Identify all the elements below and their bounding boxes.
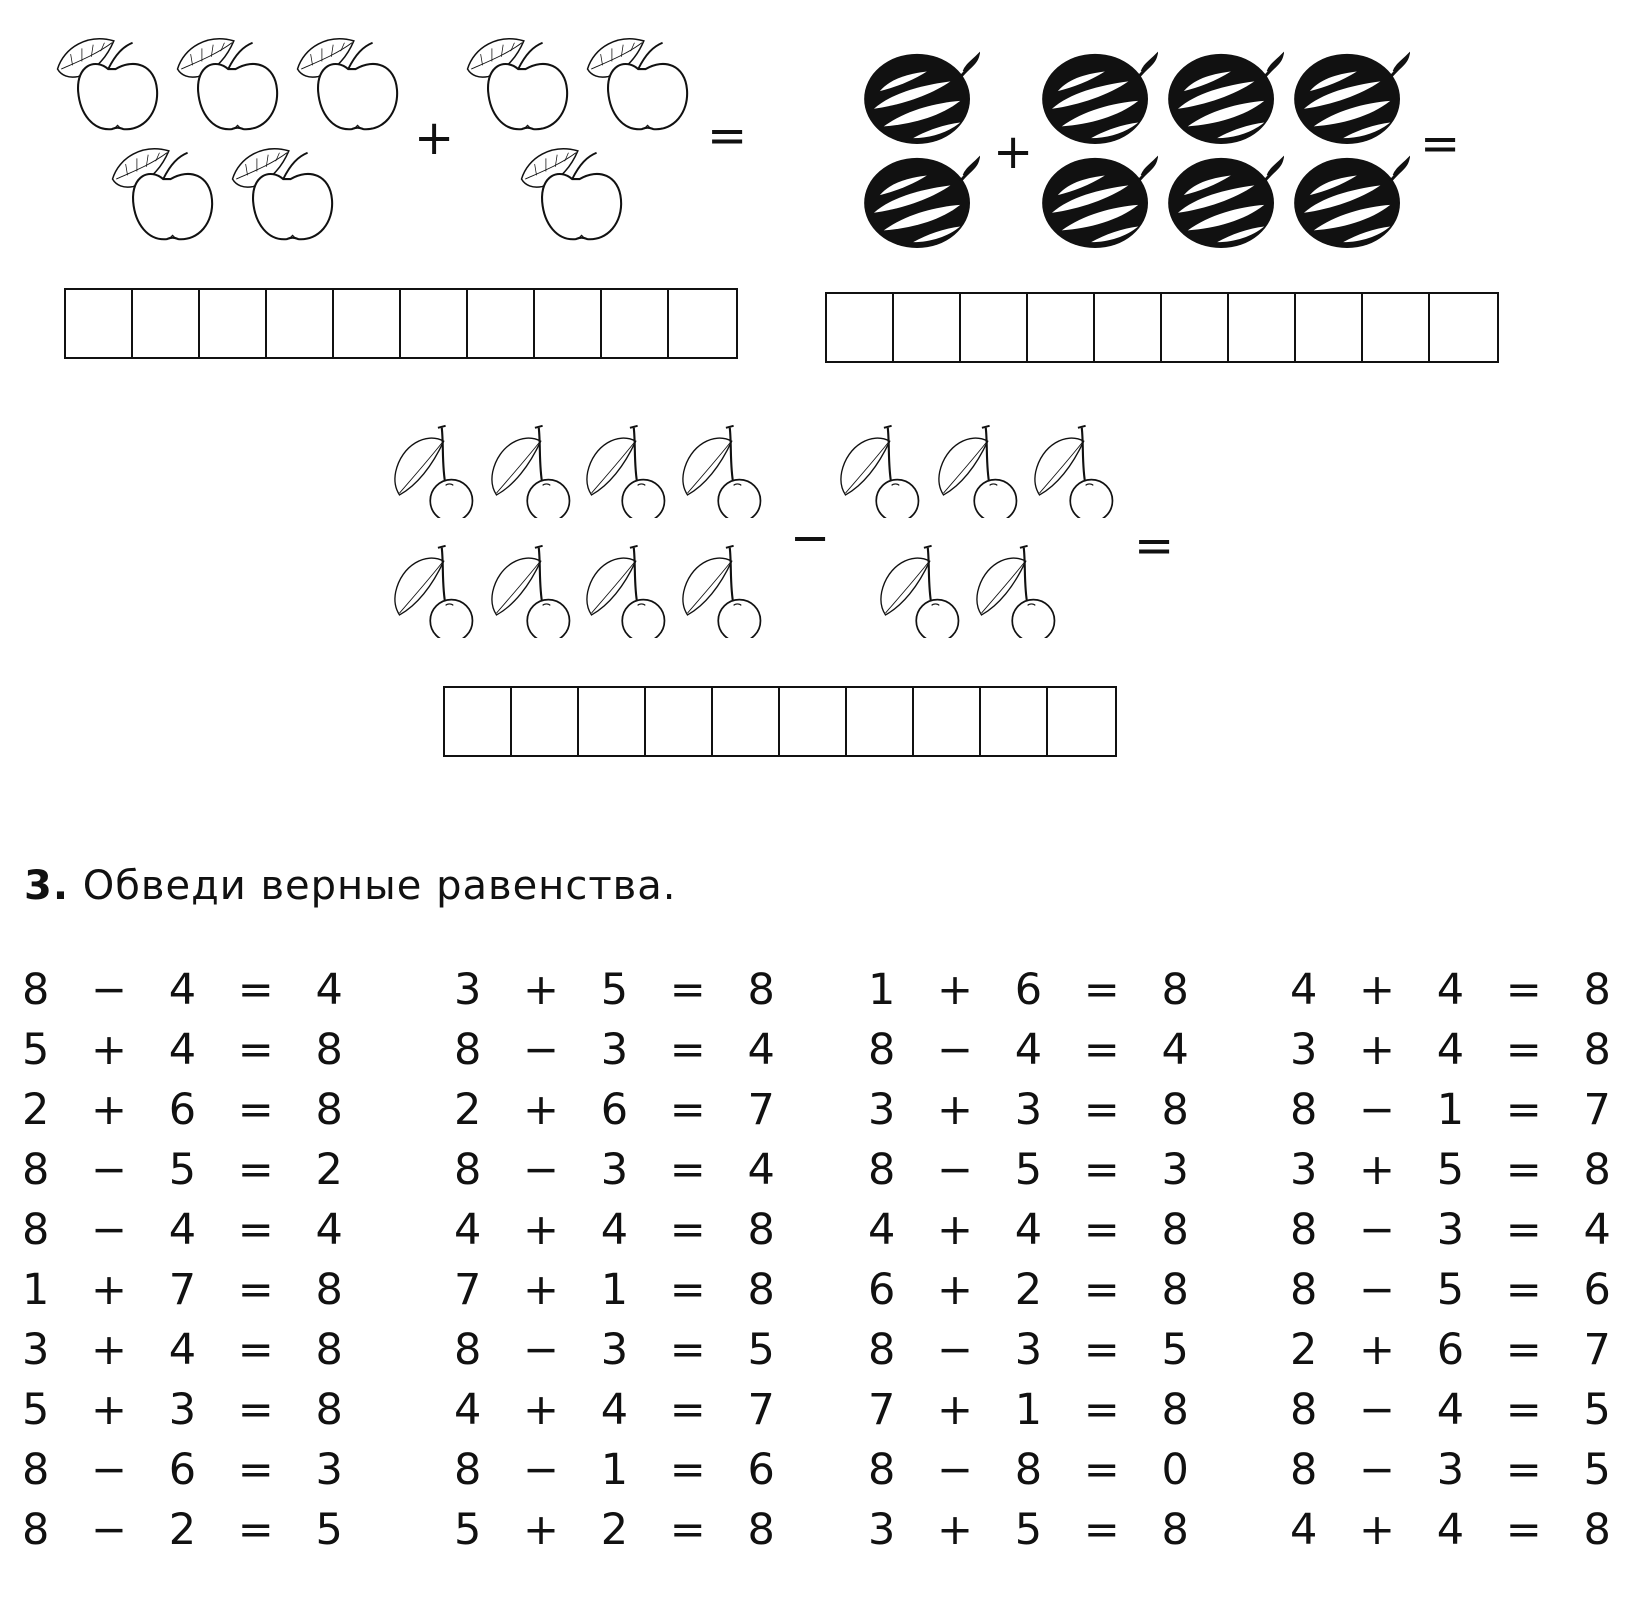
cherry-icon — [970, 542, 1066, 638]
watermelons-answer-grid — [825, 292, 1499, 363]
cherry-icon — [580, 542, 676, 638]
answer-cell[interactable] — [780, 688, 847, 755]
answer-cell[interactable] — [334, 290, 401, 357]
cherry-icon — [834, 422, 930, 518]
answer-cell[interactable] — [512, 688, 579, 755]
answer-cell[interactable] — [713, 688, 780, 755]
answer-cell[interactable] — [133, 290, 200, 357]
answer-cell[interactable] — [1296, 294, 1363, 361]
cherry-icon — [874, 542, 970, 638]
equation[interactable]: 8 − 3 = 4 — [454, 1025, 789, 1075]
task-instruction: Обведи верные равенства. — [82, 863, 677, 909]
equation[interactable]: 3 + 5 = 8 — [1290, 1145, 1625, 1195]
answer-cell[interactable] — [200, 290, 267, 357]
cherry-icon — [676, 542, 772, 638]
equation[interactable]: 8 − 2 = 5 — [22, 1505, 357, 1555]
cherry-icon — [1028, 422, 1124, 518]
plus-sign: + — [414, 110, 455, 166]
equation[interactable]: 4 + 4 = 7 — [454, 1385, 789, 1435]
task-3-heading — [24, 862, 676, 910]
apple-icon — [105, 142, 227, 248]
equation[interactable]: 4 + 4 = 8 — [1290, 965, 1625, 1015]
equation[interactable]: 8 − 3 = 4 — [1290, 1205, 1625, 1255]
equation[interactable]: 3 + 4 = 8 — [22, 1325, 357, 1375]
equals-sign: = — [1134, 518, 1175, 574]
equation[interactable]: 8 − 8 = 0 — [868, 1445, 1203, 1495]
equation[interactable]: 3 + 4 = 8 — [1290, 1025, 1625, 1075]
answer-cell[interactable] — [961, 294, 1028, 361]
equation[interactable]: 4 + 4 = 8 — [1290, 1505, 1625, 1555]
equation[interactable]: 4 + 4 = 8 — [868, 1205, 1203, 1255]
answer-cell[interactable] — [66, 290, 133, 357]
answer-cell[interactable] — [1229, 294, 1296, 361]
equation[interactable]: 5 + 4 = 8 — [22, 1025, 357, 1075]
equation[interactable]: 3 + 3 = 8 — [868, 1085, 1203, 1135]
equation[interactable]: 8 − 4 = 4 — [22, 1205, 357, 1255]
equation-column-3 — [868, 960, 1203, 1560]
equation-column-2 — [454, 960, 789, 1560]
equation[interactable]: 8 − 6 = 3 — [22, 1445, 357, 1495]
apple-icon — [290, 32, 412, 138]
answer-cell[interactable] — [894, 294, 961, 361]
equation[interactable]: 7 + 1 = 8 — [868, 1385, 1203, 1435]
equation[interactable]: 8 − 3 = 5 — [868, 1325, 1203, 1375]
equation[interactable]: 8 − 5 = 3 — [868, 1145, 1203, 1195]
answer-cell[interactable] — [1048, 688, 1115, 755]
watermelon-icon — [862, 48, 980, 146]
equation[interactable]: 8 − 1 = 6 — [454, 1445, 789, 1495]
answer-cell[interactable] — [1363, 294, 1430, 361]
cherry-icon — [485, 542, 581, 638]
equation[interactable]: 8 − 4 = 4 — [22, 965, 357, 1015]
equation[interactable]: 8 − 4 = 5 — [1290, 1385, 1625, 1435]
answer-cell[interactable] — [535, 290, 602, 357]
equation[interactable]: 5 + 2 = 8 — [454, 1505, 789, 1555]
equation-column-1 — [22, 960, 357, 1560]
equation[interactable]: 3 + 5 = 8 — [868, 1505, 1203, 1555]
equation[interactable]: 6 + 2 = 8 — [868, 1265, 1203, 1315]
equals-sign: = — [707, 108, 748, 164]
equation[interactable]: 8 − 3 = 4 — [454, 1145, 789, 1195]
watermelon-icon — [1040, 152, 1158, 250]
cherry-icon — [485, 422, 581, 518]
equation[interactable]: 1 + 7 = 8 — [22, 1265, 357, 1315]
equation[interactable]: 8 − 5 = 2 — [22, 1145, 357, 1195]
answer-cell[interactable] — [602, 290, 669, 357]
cherry-icon — [388, 422, 484, 518]
equation[interactable]: 8 − 5 = 6 — [1290, 1265, 1625, 1315]
answer-cell[interactable] — [579, 688, 646, 755]
equation[interactable]: 2 + 6 = 7 — [454, 1085, 789, 1135]
plus-sign: + — [993, 124, 1034, 180]
answer-cell[interactable] — [1162, 294, 1229, 361]
answer-cell[interactable] — [827, 294, 894, 361]
equals-sign: = — [1420, 116, 1461, 172]
watermelon-icon — [862, 152, 980, 250]
watermelon-icon — [1292, 48, 1410, 146]
watermelon-icon — [1292, 152, 1410, 250]
watermelon-icon — [1166, 152, 1284, 250]
apple-icon — [225, 142, 347, 248]
answer-cell[interactable] — [1028, 294, 1095, 361]
watermelon-icon — [1040, 48, 1158, 146]
equation[interactable]: 8 − 1 = 7 — [1290, 1085, 1625, 1135]
equation[interactable]: 4 + 4 = 8 — [454, 1205, 789, 1255]
cherries-answer-grid — [443, 686, 1117, 757]
apple-icon — [514, 142, 636, 248]
equation[interactable]: 7 + 1 = 8 — [454, 1265, 789, 1315]
watermelon-icon — [1166, 48, 1284, 146]
answer-cell[interactable] — [401, 290, 468, 357]
cherry-icon — [580, 422, 676, 518]
answer-cell[interactable] — [914, 688, 981, 755]
equation-column-4 — [1290, 960, 1625, 1560]
answer-cell[interactable] — [267, 290, 334, 357]
answer-cell[interactable] — [1430, 294, 1497, 361]
cherry-icon — [932, 422, 1028, 518]
answer-cell[interactable] — [1095, 294, 1162, 361]
equation[interactable]: 3 + 5 = 8 — [454, 965, 789, 1015]
answer-cell[interactable] — [981, 688, 1048, 755]
cherry-icon — [676, 422, 772, 518]
task-number: 3. — [24, 863, 70, 909]
equation[interactable]: 2 + 6 = 8 — [22, 1085, 357, 1135]
equation[interactable]: 8 − 3 = 5 — [454, 1325, 789, 1375]
apple-icon — [580, 32, 702, 138]
answer-cell[interactable] — [669, 290, 736, 357]
answer-cell[interactable] — [646, 688, 713, 755]
equation[interactable]: 8 − 3 = 5 — [1290, 1445, 1625, 1495]
minus-sign: − — [790, 510, 831, 566]
cherry-icon — [388, 542, 484, 638]
answer-cell[interactable] — [468, 290, 535, 357]
answer-cell[interactable] — [847, 688, 914, 755]
equation[interactable]: 1 + 6 = 8 — [868, 965, 1203, 1015]
apples-answer-grid — [64, 288, 738, 359]
answer-cell[interactable] — [445, 688, 512, 755]
equation[interactable]: 2 + 6 = 7 — [1290, 1325, 1625, 1375]
apple-icon — [50, 32, 172, 138]
equation[interactable]: 5 + 3 = 8 — [22, 1385, 357, 1435]
apple-icon — [460, 32, 582, 138]
apple-icon — [170, 32, 292, 138]
equation[interactable]: 8 − 4 = 4 — [868, 1025, 1203, 1075]
